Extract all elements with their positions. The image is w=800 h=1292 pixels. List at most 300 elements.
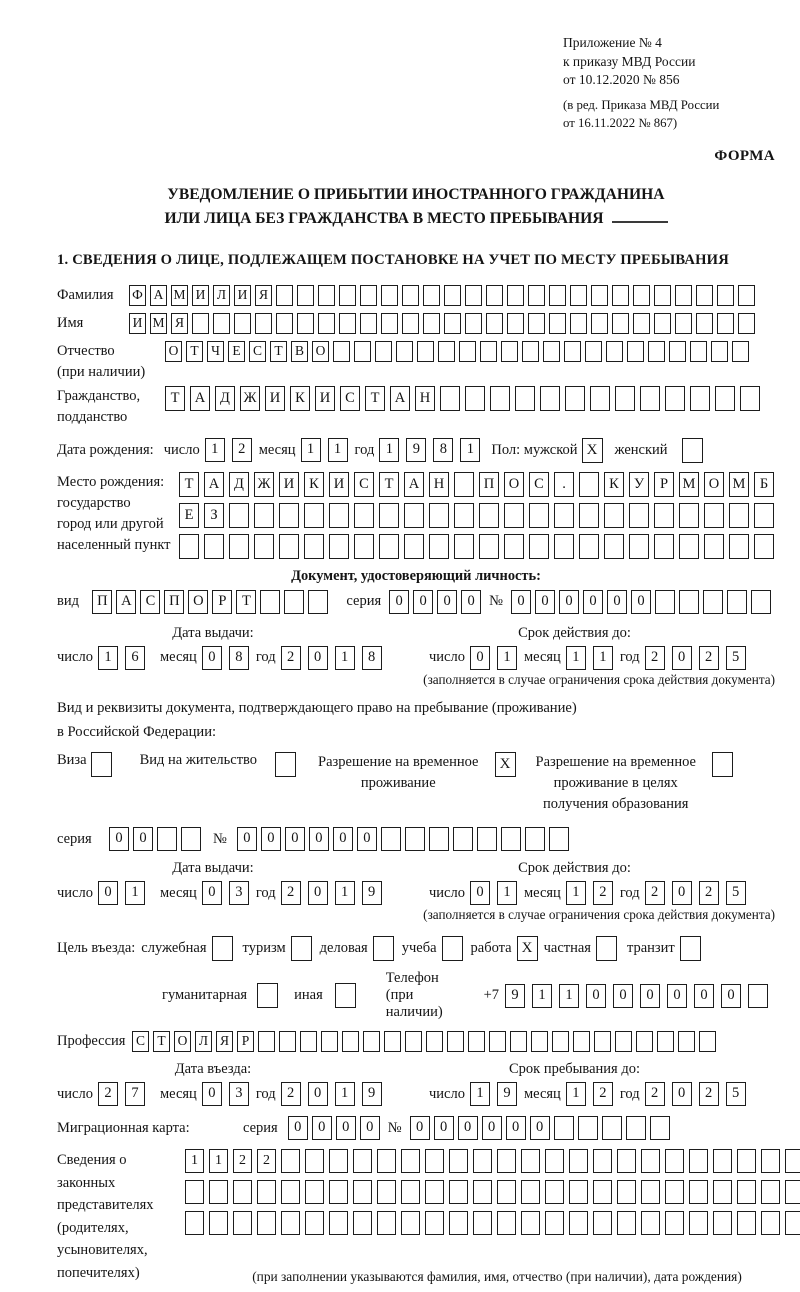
form-cell[interactable] <box>578 1116 598 1140</box>
form-cell[interactable]: 2 <box>699 646 719 670</box>
form-cell[interactable] <box>785 1180 800 1204</box>
form-cell[interactable] <box>654 313 671 334</box>
form-cell[interactable] <box>459 341 476 362</box>
profession-field[interactable] <box>132 1031 720 1052</box>
form-cell[interactable]: 1 <box>98 646 118 670</box>
form-cell[interactable] <box>453 827 473 851</box>
form-cell[interactable]: 0 <box>530 1116 550 1140</box>
form-cell[interactable] <box>281 1180 300 1204</box>
form-cell[interactable]: 1 <box>470 1082 490 1106</box>
form-cell[interactable] <box>404 503 424 528</box>
form-cell[interactable]: 0 <box>437 590 457 614</box>
form-cell[interactable] <box>375 341 392 362</box>
form-cell[interactable]: У <box>629 472 649 497</box>
form-cell[interactable] <box>233 1211 252 1235</box>
form-cell[interactable] <box>396 341 413 362</box>
form-cell[interactable]: 2 <box>645 881 665 905</box>
stay-month-field[interactable] <box>566 1082 620 1106</box>
doc-valid-year-field[interactable] <box>645 646 753 670</box>
doc-issue-month-field[interactable] <box>202 646 256 670</box>
form-cell[interactable] <box>615 386 635 411</box>
form-cell[interactable] <box>531 1031 548 1052</box>
birth-place-row-3[interactable] <box>179 534 779 559</box>
checkbox-transit[interactable] <box>680 936 701 961</box>
form-cell[interactable]: 0 <box>308 646 328 670</box>
form-cell[interactable] <box>696 313 713 334</box>
checkbox-other[interactable] <box>335 983 356 1008</box>
form-cell[interactable]: 1 <box>335 881 355 905</box>
form-cell[interactable]: X <box>582 438 603 463</box>
form-cell[interactable]: 0 <box>461 590 481 614</box>
form-cell[interactable]: 0 <box>133 827 153 851</box>
form-cell[interactable] <box>454 503 474 528</box>
form-cell[interactable]: 9 <box>505 984 525 1008</box>
form-cell[interactable] <box>501 827 521 851</box>
form-cell[interactable] <box>665 386 685 411</box>
doc-valid-month-field[interactable] <box>566 646 620 670</box>
form-cell[interactable]: 0 <box>410 1116 430 1140</box>
form-cell[interactable] <box>689 1211 708 1235</box>
form-cell[interactable]: П <box>92 590 112 614</box>
form-cell[interactable]: 1 <box>379 438 399 462</box>
form-cell[interactable]: Я <box>255 285 272 306</box>
form-cell[interactable] <box>425 1180 444 1204</box>
form-cell[interactable]: Я <box>216 1031 233 1052</box>
form-cell[interactable] <box>486 313 503 334</box>
checkbox-humanitarian[interactable] <box>257 983 278 1008</box>
form-cell[interactable] <box>593 1211 612 1235</box>
form-cell[interactable] <box>690 386 710 411</box>
form-cell[interactable]: 1 <box>301 438 321 462</box>
form-cell[interactable]: А <box>150 285 167 306</box>
form-cell[interactable] <box>689 1180 708 1204</box>
form-cell[interactable] <box>641 1149 660 1173</box>
form-cell[interactable]: 9 <box>362 1082 382 1106</box>
form-cell[interactable] <box>729 534 749 559</box>
form-cell[interactable] <box>442 936 463 961</box>
checkbox-sex-female[interactable] <box>682 438 703 463</box>
form-cell[interactable] <box>308 590 328 614</box>
form-cell[interactable]: З <box>204 503 224 528</box>
form-cell[interactable] <box>552 1031 569 1052</box>
form-cell[interactable] <box>504 534 524 559</box>
form-cell[interactable]: И <box>265 386 285 411</box>
form-cell[interactable] <box>626 1116 646 1140</box>
form-cell[interactable] <box>454 472 474 497</box>
form-cell[interactable]: 1 <box>566 646 586 670</box>
form-cell[interactable]: 0 <box>672 646 692 670</box>
form-cell[interactable] <box>636 1031 653 1052</box>
form-cell[interactable] <box>429 503 449 528</box>
permit-valid-month-field[interactable] <box>566 881 620 905</box>
form-cell[interactable] <box>465 386 485 411</box>
form-cell[interactable]: 1 <box>532 984 552 1008</box>
form-cell[interactable] <box>596 936 617 961</box>
form-cell[interactable]: С <box>529 472 549 497</box>
form-cell[interactable]: 0 <box>613 984 633 1008</box>
form-cell[interactable] <box>554 503 574 528</box>
form-cell[interactable] <box>335 983 356 1008</box>
form-cell[interactable]: С <box>249 341 266 362</box>
form-cell[interactable]: К <box>290 386 310 411</box>
form-cell[interactable]: И <box>192 285 209 306</box>
mig-series-field[interactable] <box>288 1116 384 1140</box>
form-cell[interactable] <box>329 1149 348 1173</box>
representatives-row-1[interactable] <box>185 1149 800 1173</box>
birth-day-field[interactable] <box>205 438 259 462</box>
form-cell[interactable] <box>354 503 374 528</box>
form-cell[interactable] <box>521 1149 540 1173</box>
form-cell[interactable]: А <box>404 472 424 497</box>
form-cell[interactable] <box>529 534 549 559</box>
form-cell[interactable] <box>402 285 419 306</box>
form-cell[interactable] <box>490 386 510 411</box>
form-cell[interactable] <box>633 285 650 306</box>
form-cell[interactable] <box>276 285 293 306</box>
form-cell[interactable]: О <box>312 341 329 362</box>
form-cell[interactable]: П <box>479 472 499 497</box>
checkbox-sex-male[interactable] <box>582 438 603 463</box>
form-cell[interactable] <box>373 936 394 961</box>
form-cell[interactable] <box>449 1149 468 1173</box>
form-cell[interactable] <box>785 1149 800 1173</box>
form-cell[interactable]: 0 <box>237 827 257 851</box>
form-cell[interactable]: 0 <box>360 1116 380 1140</box>
doc-issue-year-field[interactable] <box>281 646 389 670</box>
form-cell[interactable]: 3 <box>229 1082 249 1106</box>
form-cell[interactable]: 2 <box>593 881 613 905</box>
doc-valid-day-field[interactable] <box>470 646 524 670</box>
form-cell[interactable] <box>565 386 585 411</box>
form-cell[interactable] <box>353 1211 372 1235</box>
form-cell[interactable] <box>713 1149 732 1173</box>
form-cell[interactable] <box>690 341 707 362</box>
form-cell[interactable] <box>680 936 701 961</box>
form-cell[interactable]: Ж <box>240 386 260 411</box>
form-cell[interactable] <box>486 285 503 306</box>
form-cell[interactable] <box>353 1180 372 1204</box>
form-cell[interactable] <box>689 1149 708 1173</box>
form-cell[interactable] <box>528 313 545 334</box>
form-cell[interactable] <box>405 1031 422 1052</box>
checkbox-business[interactable] <box>373 936 394 961</box>
permit-issue-day-field[interactable] <box>98 881 152 905</box>
form-cell[interactable] <box>615 1031 632 1052</box>
form-cell[interactable] <box>381 827 401 851</box>
form-cell[interactable]: 1 <box>335 646 355 670</box>
form-cell[interactable] <box>377 1149 396 1173</box>
form-cell[interactable] <box>304 503 324 528</box>
birth-place-row-1[interactable] <box>179 472 779 497</box>
form-cell[interactable] <box>305 1149 324 1173</box>
form-cell[interactable]: 0 <box>98 881 118 905</box>
form-cell[interactable] <box>521 1180 540 1204</box>
form-cell[interactable]: 1 <box>497 881 517 905</box>
form-cell[interactable] <box>181 827 201 851</box>
form-cell[interactable] <box>447 1031 464 1052</box>
checkbox-temp-residence[interactable] <box>495 752 516 777</box>
form-cell[interactable] <box>384 1031 401 1052</box>
doc-series-field[interactable] <box>389 590 485 614</box>
form-cell[interactable]: Т <box>365 386 385 411</box>
form-cell[interactable]: О <box>704 472 724 497</box>
form-cell[interactable] <box>569 1149 588 1173</box>
form-cell[interactable]: Е <box>179 503 199 528</box>
form-cell[interactable] <box>593 1149 612 1173</box>
form-cell[interactable] <box>473 1149 492 1173</box>
birth-year-field[interactable] <box>379 438 487 462</box>
form-cell[interactable] <box>678 1031 695 1052</box>
form-cell[interactable] <box>501 341 518 362</box>
form-cell[interactable]: 0 <box>667 984 687 1008</box>
form-cell[interactable] <box>570 313 587 334</box>
form-cell[interactable] <box>738 285 755 306</box>
entry-day-field[interactable] <box>98 1082 152 1106</box>
form-cell[interactable] <box>497 1211 516 1235</box>
form-cell[interactable] <box>751 590 771 614</box>
form-cell[interactable] <box>377 1211 396 1235</box>
form-cell[interactable] <box>213 313 230 334</box>
form-cell[interactable]: Н <box>429 472 449 497</box>
form-cell[interactable] <box>401 1211 420 1235</box>
form-cell[interactable] <box>675 285 692 306</box>
form-cell[interactable]: М <box>171 285 188 306</box>
form-cell[interactable]: Л <box>195 1031 212 1052</box>
form-cell[interactable] <box>712 752 733 777</box>
form-cell[interactable] <box>679 503 699 528</box>
form-cell[interactable] <box>473 1211 492 1235</box>
form-cell[interactable]: 0 <box>640 984 660 1008</box>
form-cell[interactable]: 1 <box>205 438 225 462</box>
form-cell[interactable] <box>339 285 356 306</box>
form-cell[interactable]: Д <box>215 386 235 411</box>
form-cell[interactable] <box>179 534 199 559</box>
form-cell[interactable]: 0 <box>202 1082 222 1106</box>
form-cell[interactable] <box>279 534 299 559</box>
form-cell[interactable] <box>185 1180 204 1204</box>
form-cell[interactable] <box>157 827 177 851</box>
form-cell[interactable] <box>545 1180 564 1204</box>
form-cell[interactable] <box>305 1211 324 1235</box>
form-cell[interactable]: 0 <box>336 1116 356 1140</box>
form-cell[interactable] <box>641 1180 660 1204</box>
form-cell[interactable] <box>329 1180 348 1204</box>
form-cell[interactable] <box>381 313 398 334</box>
form-cell[interactable] <box>761 1149 780 1173</box>
form-cell[interactable] <box>591 285 608 306</box>
form-cell[interactable] <box>665 1180 684 1204</box>
form-cell[interactable] <box>617 1180 636 1204</box>
form-cell[interactable] <box>540 386 560 411</box>
form-cell[interactable] <box>480 341 497 362</box>
form-cell[interactable] <box>602 1116 622 1140</box>
form-cell[interactable] <box>682 438 703 463</box>
form-cell[interactable] <box>713 1211 732 1235</box>
form-cell[interactable]: 0 <box>559 590 579 614</box>
form-cell[interactable] <box>648 341 665 362</box>
form-cell[interactable]: 0 <box>308 881 328 905</box>
form-cell[interactable] <box>279 503 299 528</box>
form-cell[interactable] <box>405 827 425 851</box>
form-cell[interactable] <box>665 1149 684 1173</box>
form-cell[interactable] <box>543 341 560 362</box>
form-cell[interactable] <box>291 936 312 961</box>
form-cell[interactable]: 0 <box>535 590 555 614</box>
form-cell[interactable] <box>417 341 434 362</box>
form-cell[interactable] <box>545 1149 564 1173</box>
form-cell[interactable] <box>444 313 461 334</box>
form-cell[interactable] <box>209 1180 228 1204</box>
form-cell[interactable] <box>449 1180 468 1204</box>
checkbox-tourism[interactable] <box>291 936 312 961</box>
form-cell[interactable]: 2 <box>645 1082 665 1106</box>
form-cell[interactable]: 0 <box>312 1116 332 1140</box>
form-cell[interactable] <box>377 1180 396 1204</box>
form-cell[interactable]: С <box>140 590 160 614</box>
form-cell[interactable] <box>640 386 660 411</box>
form-cell[interactable]: 0 <box>583 590 603 614</box>
form-cell[interactable] <box>339 313 356 334</box>
form-cell[interactable] <box>401 1149 420 1173</box>
checkbox-visa[interactable] <box>91 752 112 777</box>
form-cell[interactable] <box>479 503 499 528</box>
form-cell[interactable]: 1 <box>335 1082 355 1106</box>
form-cell[interactable] <box>354 341 371 362</box>
checkbox-private[interactable] <box>596 936 617 961</box>
form-cell[interactable] <box>354 534 374 559</box>
form-cell[interactable] <box>321 1031 338 1052</box>
form-cell[interactable] <box>711 341 728 362</box>
form-cell[interactable] <box>318 313 335 334</box>
form-cell[interactable]: 1 <box>328 438 348 462</box>
form-cell[interactable] <box>549 285 566 306</box>
phone-field[interactable] <box>505 984 775 1008</box>
form-cell[interactable]: Т <box>379 472 399 497</box>
checkbox-residence-permit[interactable] <box>275 752 296 777</box>
form-cell[interactable] <box>650 1116 670 1140</box>
form-cell[interactable] <box>404 534 424 559</box>
form-cell[interactable]: С <box>340 386 360 411</box>
form-cell[interactable]: 0 <box>434 1116 454 1140</box>
form-cell[interactable] <box>360 285 377 306</box>
form-cell[interactable] <box>573 1031 590 1052</box>
form-cell[interactable] <box>504 503 524 528</box>
form-cell[interactable] <box>401 1180 420 1204</box>
form-cell[interactable] <box>473 1180 492 1204</box>
form-cell[interactable] <box>304 534 324 559</box>
form-cell[interactable] <box>654 534 674 559</box>
form-cell[interactable] <box>704 503 724 528</box>
form-cell[interactable] <box>284 590 304 614</box>
form-cell[interactable]: Ч <box>207 341 224 362</box>
form-cell[interactable]: 0 <box>202 646 222 670</box>
form-cell[interactable] <box>185 1211 204 1235</box>
form-cell[interactable] <box>507 285 524 306</box>
form-cell[interactable]: 0 <box>694 984 714 1008</box>
form-cell[interactable] <box>669 341 686 362</box>
form-cell[interactable] <box>627 341 644 362</box>
form-cell[interactable]: 0 <box>202 881 222 905</box>
form-cell[interactable] <box>569 1211 588 1235</box>
form-cell[interactable] <box>510 1031 527 1052</box>
form-cell[interactable]: Т <box>153 1031 170 1052</box>
form-cell[interactable] <box>497 1149 516 1173</box>
form-cell[interactable]: И <box>234 285 251 306</box>
checkbox-study[interactable] <box>442 936 463 961</box>
entry-year-field[interactable] <box>281 1082 389 1106</box>
form-cell[interactable]: М <box>729 472 749 497</box>
form-cell[interactable]: С <box>132 1031 149 1052</box>
form-cell[interactable] <box>594 1031 611 1052</box>
form-cell[interactable]: 2 <box>233 1149 252 1173</box>
form-cell[interactable] <box>479 534 499 559</box>
form-cell[interactable] <box>318 285 335 306</box>
doc-type-field[interactable] <box>92 590 332 614</box>
form-cell[interactable] <box>654 285 671 306</box>
form-cell[interactable] <box>629 534 649 559</box>
form-cell[interactable]: И <box>279 472 299 497</box>
form-cell[interactable] <box>260 590 280 614</box>
form-cell[interactable]: 0 <box>285 827 305 851</box>
surname-field[interactable] <box>129 285 759 306</box>
form-cell[interactable]: 0 <box>357 827 377 851</box>
form-cell[interactable] <box>549 313 566 334</box>
form-cell[interactable] <box>679 534 699 559</box>
form-cell[interactable] <box>281 1211 300 1235</box>
form-cell[interactable] <box>209 1211 228 1235</box>
form-cell[interactable] <box>254 503 274 528</box>
form-cell[interactable]: Т <box>270 341 287 362</box>
form-cell[interactable] <box>425 1149 444 1173</box>
form-cell[interactable]: 2 <box>281 881 301 905</box>
form-cell[interactable]: 0 <box>672 1082 692 1106</box>
form-cell[interactable]: Т <box>179 472 199 497</box>
form-cell[interactable] <box>229 534 249 559</box>
form-cell[interactable]: 5 <box>726 1082 746 1106</box>
form-cell[interactable] <box>329 534 349 559</box>
form-cell[interactable]: 0 <box>607 590 627 614</box>
birth-place-row-2[interactable] <box>179 503 779 528</box>
form-cell[interactable] <box>754 503 774 528</box>
form-cell[interactable]: И <box>329 472 349 497</box>
form-cell[interactable]: 0 <box>721 984 741 1008</box>
form-cell[interactable]: 0 <box>309 827 329 851</box>
form-cell[interactable] <box>549 827 569 851</box>
form-cell[interactable] <box>737 1149 756 1173</box>
form-cell[interactable] <box>617 1211 636 1235</box>
form-cell[interactable] <box>529 503 549 528</box>
form-cell[interactable] <box>423 285 440 306</box>
form-cell[interactable] <box>727 590 747 614</box>
permit-issue-month-field[interactable] <box>202 881 256 905</box>
form-cell[interactable]: Я <box>171 313 188 334</box>
form-cell[interactable] <box>297 313 314 334</box>
form-cell[interactable]: Р <box>654 472 674 497</box>
form-cell[interactable] <box>233 1180 252 1204</box>
form-cell[interactable] <box>699 1031 716 1052</box>
form-cell[interactable] <box>738 313 755 334</box>
form-cell[interactable]: М <box>679 472 699 497</box>
form-cell[interactable]: 5 <box>726 881 746 905</box>
form-cell[interactable] <box>425 1211 444 1235</box>
permit-series-field[interactable] <box>109 827 205 851</box>
form-cell[interactable]: 0 <box>308 1082 328 1106</box>
form-cell[interactable]: . <box>554 472 574 497</box>
form-cell[interactable] <box>444 285 461 306</box>
form-cell[interactable]: А <box>190 386 210 411</box>
form-cell[interactable]: 1 <box>593 646 613 670</box>
birth-month-field[interactable] <box>301 438 355 462</box>
